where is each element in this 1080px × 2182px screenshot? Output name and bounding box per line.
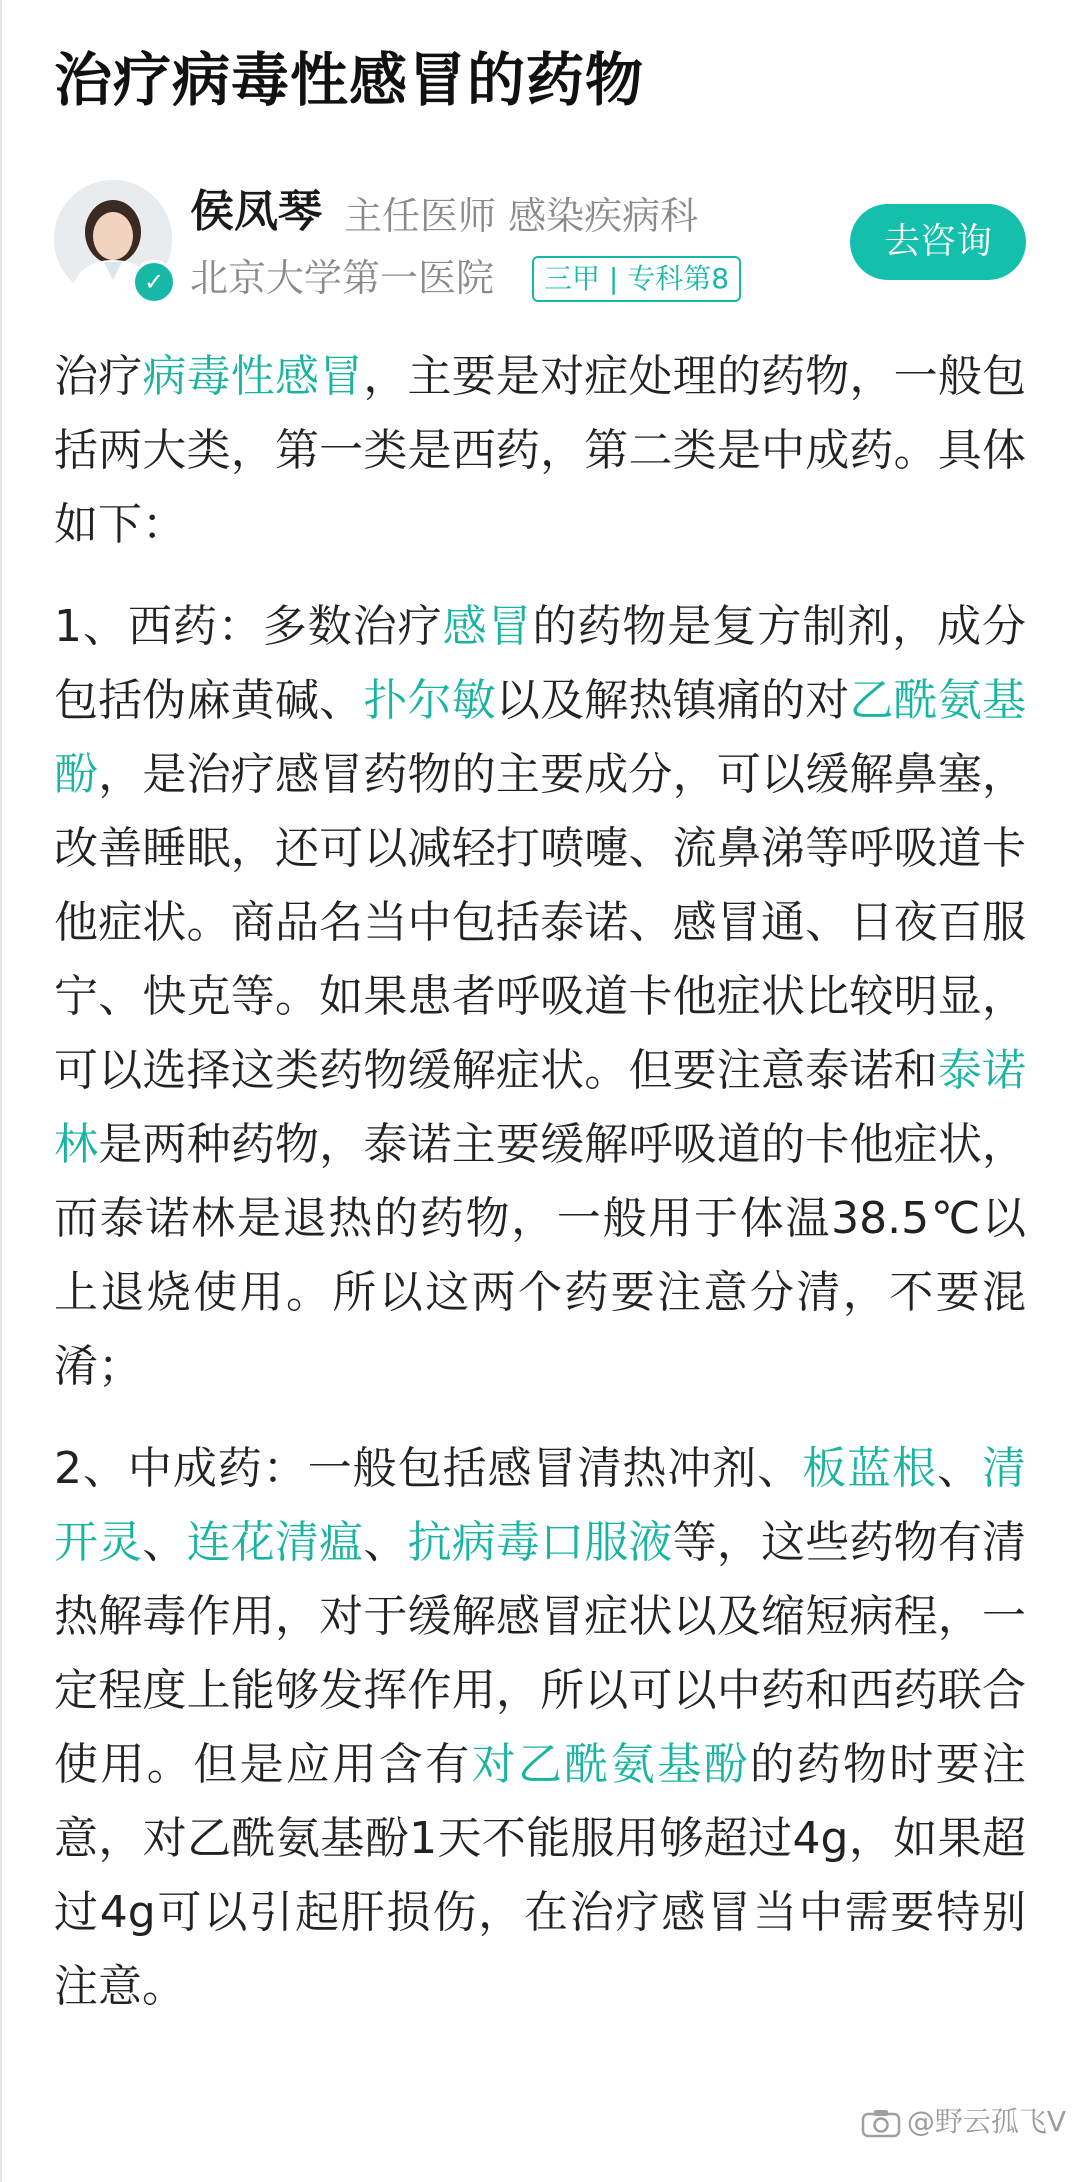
text-segment: 2、中成药：一般包括感冒清热冲剂、 (54, 1443, 803, 1494)
verified-check-icon: ✓ (132, 260, 176, 304)
link-cold[interactable]: 感冒 (442, 601, 533, 652)
weibo-camera-icon (861, 2108, 901, 2138)
doctor-hospital: 北京大学第一医院 (190, 256, 495, 300)
text-segment: 等，这些药物有清热解毒作用，对于缓解感冒症状以及缩短病程，一定程度上能够发挥作用，所以可以中药和西药联合使用。但是应用含有 (54, 1517, 1027, 1790)
link-tylenol[interactable]: 泰诺林 (54, 1045, 1027, 1170)
doctor-card[interactable] (54, 180, 1034, 310)
link-chlorphenamine[interactable]: 扑尔敏 (363, 675, 496, 726)
text-segment: 、 (142, 1517, 187, 1568)
hospital-rank-badge: 三甲 | 专科第8 (532, 256, 741, 302)
link-banlangen[interactable]: 板蓝根 (802, 1443, 938, 1494)
text-segment: 、 (937, 1443, 982, 1494)
text-segment: 的药物是复方制剂，成分包括伪麻黄碱、 (54, 601, 1027, 726)
text-segment: 、 (363, 1517, 408, 1568)
weibo-watermark (861, 2102, 1066, 2142)
text-segment: 是两种药物，泰诺主要缓解呼吸道的卡他症状，而泰诺林是退热的药物，一般用于体温38.5℃以上退烧使用。所以这两个药要注意分清，不要混淆； (54, 1119, 1027, 1392)
text-segment: ，主要是对症处理的药物，一般包括两大类，第一类是西药，第二类是中成药。具体如下： (54, 351, 1027, 550)
paragraph-western-medicine (54, 590, 1026, 1404)
paragraph-intro (54, 340, 1026, 562)
text-segment: 以及解热镇痛的对 (495, 675, 850, 726)
watermark-text: @野云孤飞V (906, 2105, 1066, 2138)
link-lianhua-qingwen[interactable]: 连花清瘟 (186, 1517, 364, 1568)
consult-button[interactable]: 去咨询 (850, 204, 1026, 280)
article-body (54, 340, 1026, 2052)
doctor-name[interactable]: 侯凤琴 (190, 186, 322, 237)
article-title: 治疗病毒性感冒的药物 (54, 46, 645, 114)
text-segment: 的药物时要注意，对乙酰氨基酚1天不能服用够超过4g，如果超过4g可以引起肝损伤，在治疗感冒当中需要特别注意。 (54, 1739, 1027, 2012)
link-antiviral-oral-liquid[interactable]: 抗病毒口服液 (407, 1517, 673, 1568)
text-segment: ，是治疗感冒药物的主要成分，可以缓解鼻塞，改善睡眠，还可以减轻打喷嚏、流鼻涕等呼吸道卡他症状。商品名当中包括泰诺、感冒通、日夜百服宁、快克等。如果患者呼吸道卡他症状比较明显，可以选择这类药物缓解症状。但要注意泰诺和 (54, 749, 1027, 1096)
doctor-title: 主任医师 感染疾病科 (344, 194, 699, 238)
link-qingkailing[interactable]: 清开灵 (54, 1443, 1026, 1568)
link-viral-cold[interactable]: 病毒性感冒 (142, 351, 364, 402)
text-segment: 1、西药：多数治疗 (54, 601, 443, 652)
paragraph-chinese-medicine (54, 1432, 1026, 2024)
text-segment: 治疗 (54, 351, 143, 402)
left-border (0, 0, 2, 2182)
link-acetaminophen[interactable]: 乙酰氨基酚 (54, 675, 1027, 800)
link-acetaminophen-2[interactable]: 对乙酰氨基酚 (471, 1739, 751, 1790)
